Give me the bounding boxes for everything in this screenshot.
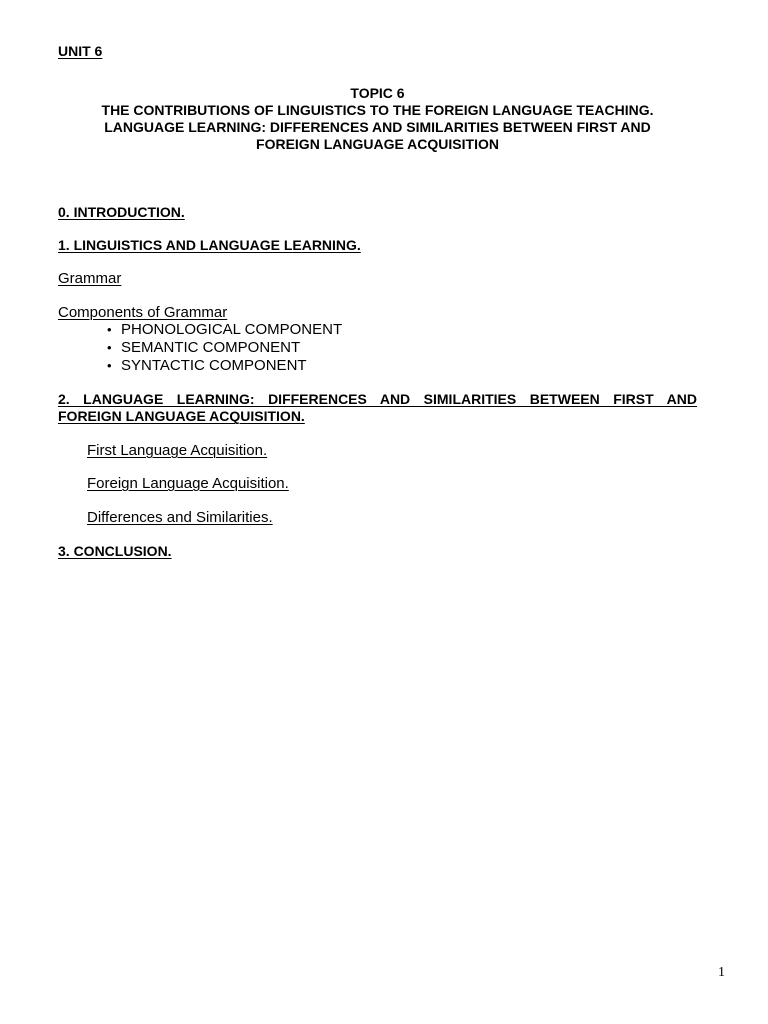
topic-label: TOPIC 6	[350, 85, 405, 101]
list-item-label: SYNTACTIC COMPONENT	[121, 357, 307, 374]
list-item-label: SEMANTIC COMPONENT	[121, 339, 301, 356]
language-learning-heading	[58, 391, 697, 425]
language-learning-heading-line-2: FOREIGN LANGUAGE ACQUISITION.	[58, 408, 305, 424]
introduction-heading: 0. INTRODUCTION.	[58, 204, 185, 220]
bullet-icon: •	[107, 322, 112, 337]
conclusion-heading: 3. CONCLUSION.	[58, 543, 172, 559]
bullet-icon: •	[107, 340, 112, 355]
grammar-subheading: Grammar	[58, 270, 122, 287]
list-item	[107, 357, 342, 375]
linguistics-heading: 1. LINGUISTICS AND LANGUAGE LEARNING.	[58, 237, 361, 253]
topic-title-line-3: FOREIGN LANGUAGE ACQUISITION	[256, 136, 499, 152]
list-item-label: PHONOLOGICAL COMPONENT	[121, 321, 343, 338]
bullet-icon: •	[107, 358, 112, 373]
subsection-differences: Differences and Similarities.	[87, 509, 273, 526]
unit-heading: UNIT 6	[58, 43, 103, 59]
page-number: 1	[718, 965, 725, 980]
topic-title-line-2: LANGUAGE LEARNING: DIFFERENCES AND SIMILARITIES BETWEEN FIRST AND	[104, 119, 651, 135]
components-subheading: Components of Grammar	[58, 304, 228, 321]
language-learning-heading-line-1: 2. LANGUAGE LEARNING: DIFFERENCES AND SIMILARITIES BETWEEN FIRST AND	[58, 391, 697, 407]
subsection-foreign-language: Foreign Language Acquisition.	[87, 475, 289, 492]
topic-title-line-1: THE CONTRIBUTIONS OF LINGUISTICS TO THE FOREIGN LANGUAGE TEACHING.	[101, 102, 654, 118]
subsection-first-language: First Language Acquisition.	[87, 442, 268, 459]
list-item	[107, 339, 342, 357]
list-item	[107, 321, 342, 339]
topic-title-block	[58, 85, 697, 153]
grammar-components-list	[107, 321, 342, 375]
